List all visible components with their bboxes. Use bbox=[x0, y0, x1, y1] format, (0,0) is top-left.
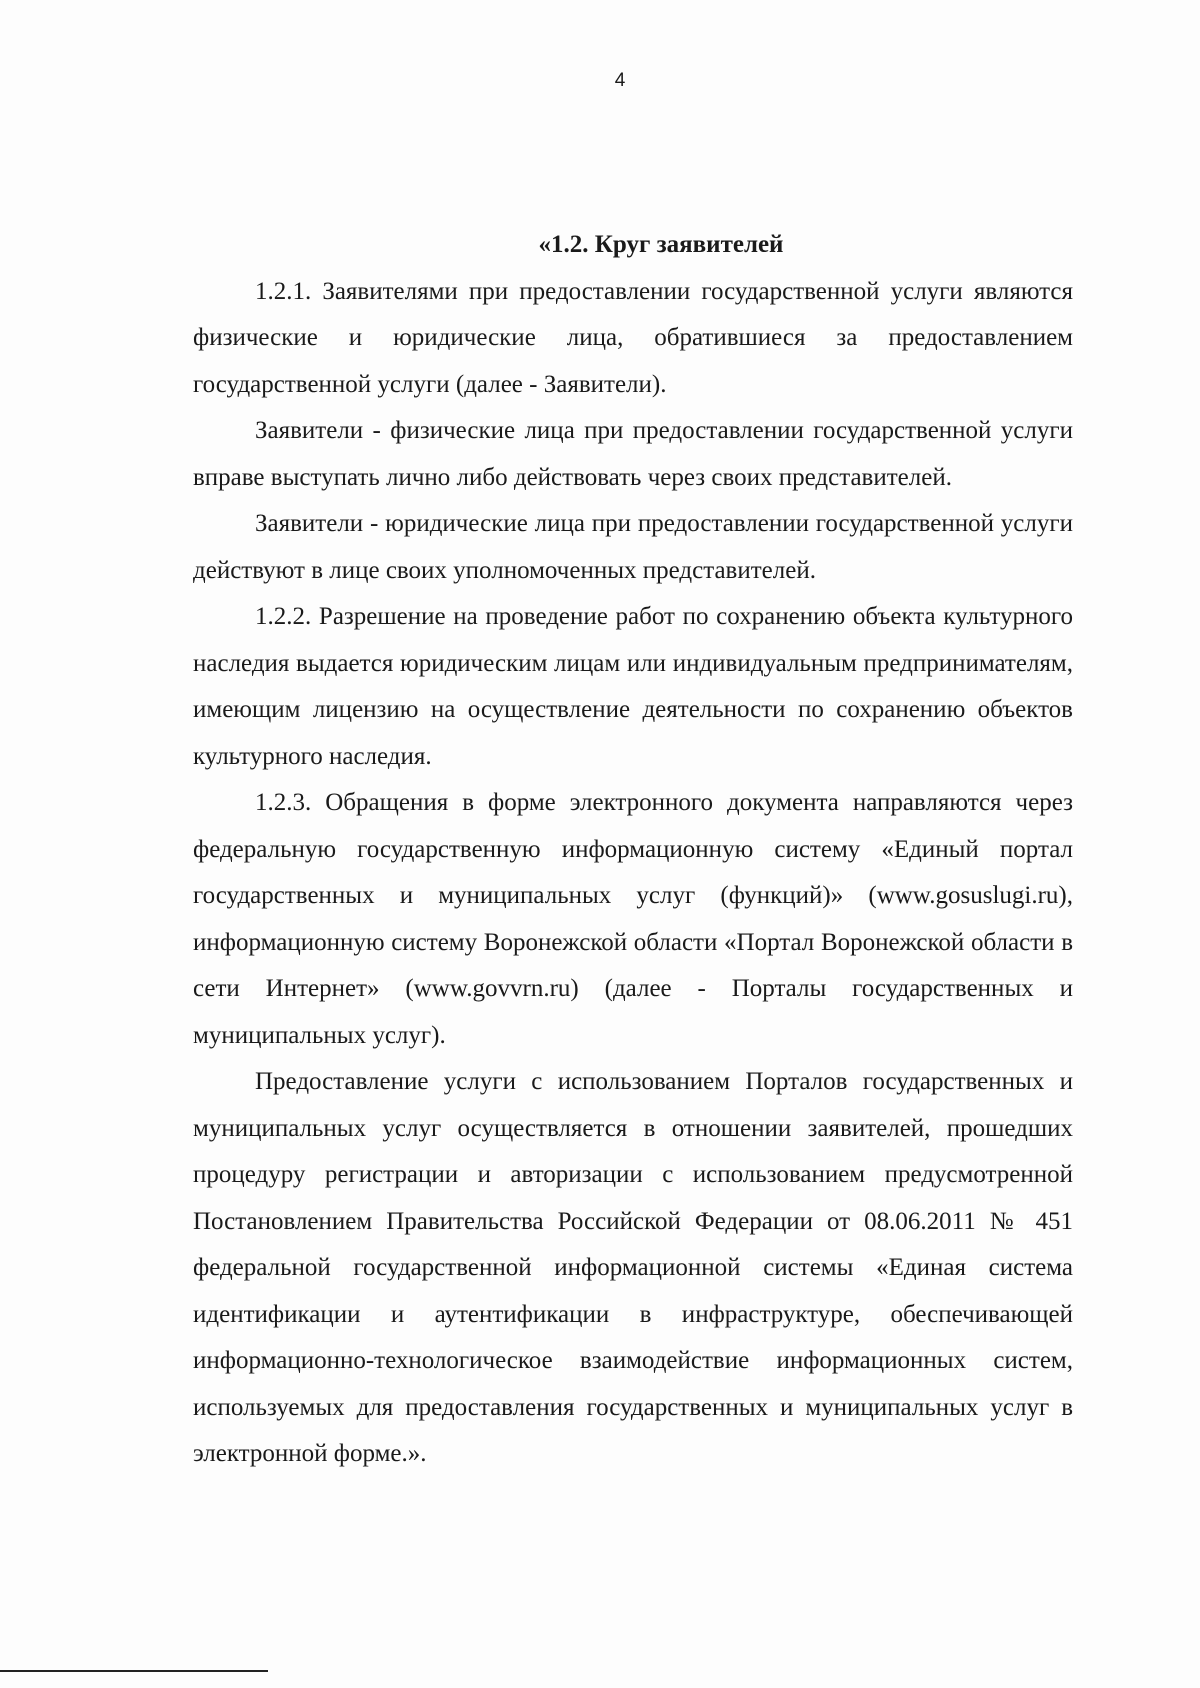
paragraph-1-2-3: 1.2.3. Обращения в форме электронного документа направляются через федеральную государственную информационную систему «Единый портал государственных и муниципальных услуг (функций)» (www.gosuslugi.ru), информационную систему Воронежской области «Портал Воронежской области в сети Интернет» (www.govvrn.ru) (далее - Порталы государственных и муниципальных услуг). bbox=[193, 789, 1073, 1049]
paragraph-1-2-2: 1.2.2. Разрешение на проведение работ по сохранению объекта культурного наследия выдается юридическим лицам или индивидуальным предпринимателям, имеющим лицензию на осуществление деятельности по сохранению объектов культурного наследия. bbox=[193, 603, 1073, 770]
paragraph-portals: Предоставление услуги с использованием Порталов государственных и муниципальных услуг осуществляется в отношении заявителей, прошедших процедуру регистрации и авторизации с использованием предусмотренной Постановлением Правительства Российской Федерации от 08.06.2011 № 451 федеральной государственной информационной системы «Единая система идентификации и аутентификации в инфраструктуре, обеспечивающей информационно-технологическое взаимодействие информационных систем, используемых для предоставления государственных и муниципальных услуг в электронной форме.». bbox=[193, 1068, 1073, 1467]
footer-divider bbox=[0, 1670, 268, 1672]
document-body bbox=[193, 222, 1073, 1478]
section-heading: «1.2. Круг заявителей bbox=[538, 231, 784, 258]
paragraph-legal-entities: Заявители - юридические лица при предоставлении государственной услуги действуют в лице своих уполномоченных представителей. bbox=[193, 510, 1073, 584]
paragraph-1-2-1: 1.2.1. Заявителями при предоставлении государственной услуги являются физические и юридические лица, обратившиеся за предоставлением государственной услуги (далее - Заявители). bbox=[193, 277, 1073, 398]
paragraph-individuals: Заявители - физические лица при предоставлении государственной услуги вправе выступать лично либо действовать через своих представителей. bbox=[193, 417, 1073, 491]
page-number: 4 bbox=[614, 70, 626, 91]
